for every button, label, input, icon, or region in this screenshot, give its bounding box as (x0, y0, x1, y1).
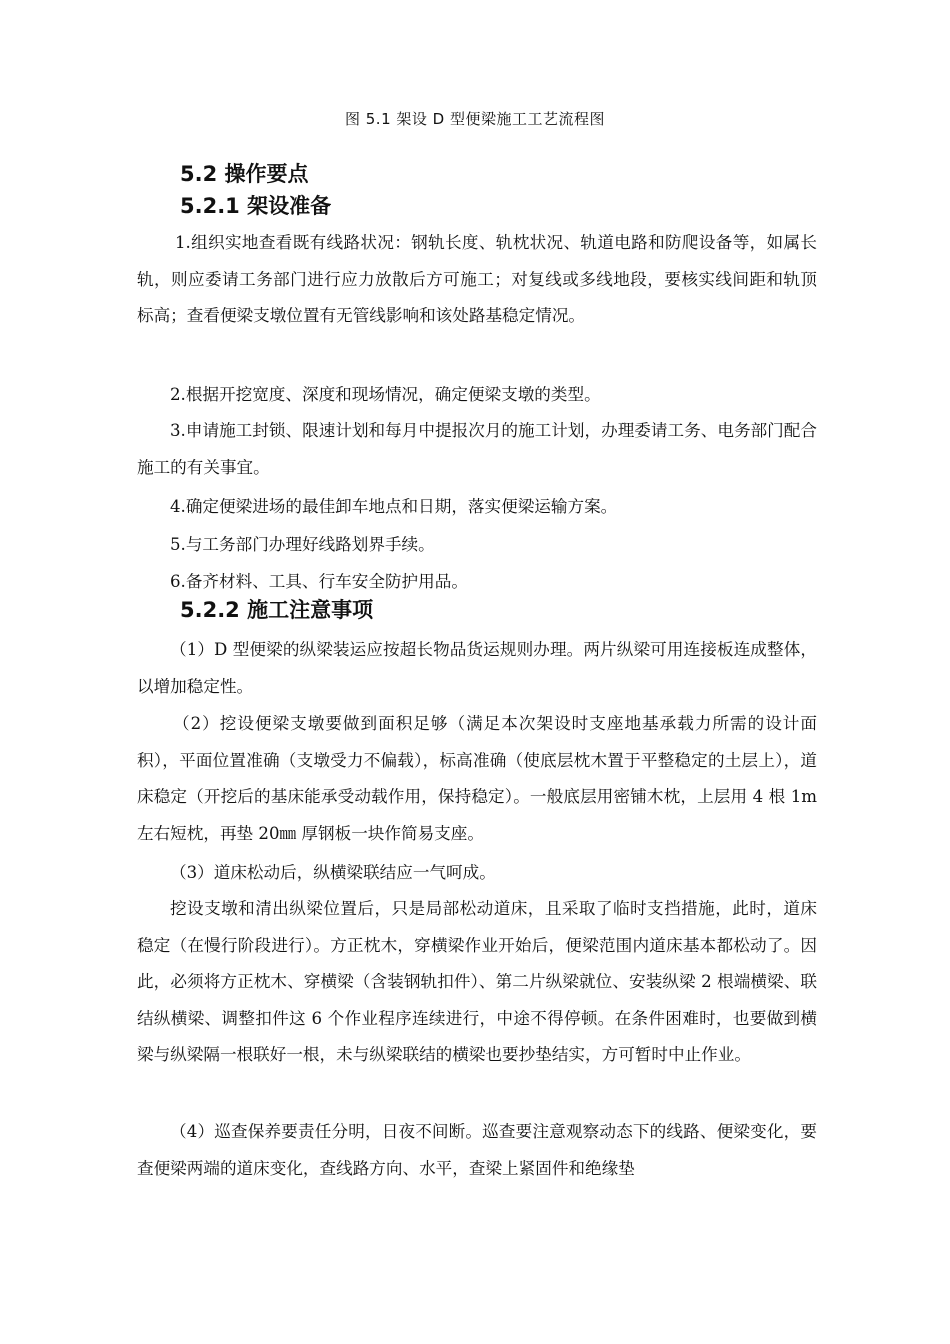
prep-item-1: 1.组织实地查看既有线路状况：钢轨长度、轨枕状况、轨道电路和防爬设备等，如属长轨，则应委请工务部门进行应力放散后方可施工；对复线或多线地段，要核实线间距和轨顶标高；查看便梁支墩位置有无管线影响和该处路基稳定情况。 (137, 233, 817, 326)
prep-item-4: 4.确定便梁进场的最佳卸车地点和日期，落实便梁运输方案。 (170, 497, 618, 516)
prep-item-6: 6.备齐材料、工具、行车安全防护用品。 (170, 572, 468, 591)
note-paragraph-3: （3）道床松动后，纵横梁联结应一气呵成。 (170, 863, 496, 882)
note-paragraph-3-detail: 挖设支墩和清出纵梁位置后，只是局部松动道床，且采取了临时支挡措施，此时，道床稳定（在慢行阶段进行）。方正枕木，穿横梁作业开始后，便梁范围内道床基本都松动了。因此，必须将方正枕木、穿横梁（含装钢轨扣件）、第二片纵梁就位、安装纵梁 2 根端横梁、联结纵横梁、调整扣件这 6 个作业程序连续进行，中途不得停顿。在条件困难时，也要做到横梁与纵梁隔一根联好一根，未与纵梁联结的横梁也要抄垫结实，方可暂时中止作业。 (137, 899, 817, 1065)
section-heading-5-2-1: 5.2.1 架设准备 (180, 194, 332, 218)
section-heading-5-2-2: 5.2.2 施工注意事项 (180, 598, 374, 622)
prep-item-3: 3.申请施工封锁、限速计划和每月中提报次月的施工计划，办理委请工务、电务部门配合施工的有关事宜。 (137, 421, 817, 477)
prep-item-2: 2.根据开挖宽度、深度和现场情况，确定便梁支墩的类型。 (170, 385, 601, 404)
note-paragraph-2: （2）挖设便梁支墩要做到面积足够（满足本次架设时支座地基承载力所需的设计面积），平面位置准确（支墩受力不偏载），标高准确（使底层枕木置于平整稳定的土层上），道床稳定（开挖后的基床能承受动载作用，保持稳定）。一般底层用密铺木枕，上层用 4 根 1m 左右短枕，再垫 20㎜ 厚钢板一块作简易支座。 (137, 714, 817, 843)
note-paragraph-1: （1）D 型便梁的纵梁装运应按超长物品货运规则办理。两片纵梁可用连接板连成整体，以增加稳定性。 (137, 640, 817, 696)
note-paragraph-4: （4）巡查保养要责任分明，日夜不间断。巡查要注意观察动态下的线路、便梁变化，要查便梁两端的道床变化，查线路方向、水平，查梁上紧固件和绝缘垫 (137, 1122, 817, 1178)
prep-item-5: 5.与工务部门办理好线路划界手续。 (170, 535, 435, 554)
figure-caption: 图 5.1 架设 D 型便梁施工工艺流程图 (345, 110, 605, 128)
section-heading-5-2: 5.2 操作要点 (180, 162, 309, 186)
